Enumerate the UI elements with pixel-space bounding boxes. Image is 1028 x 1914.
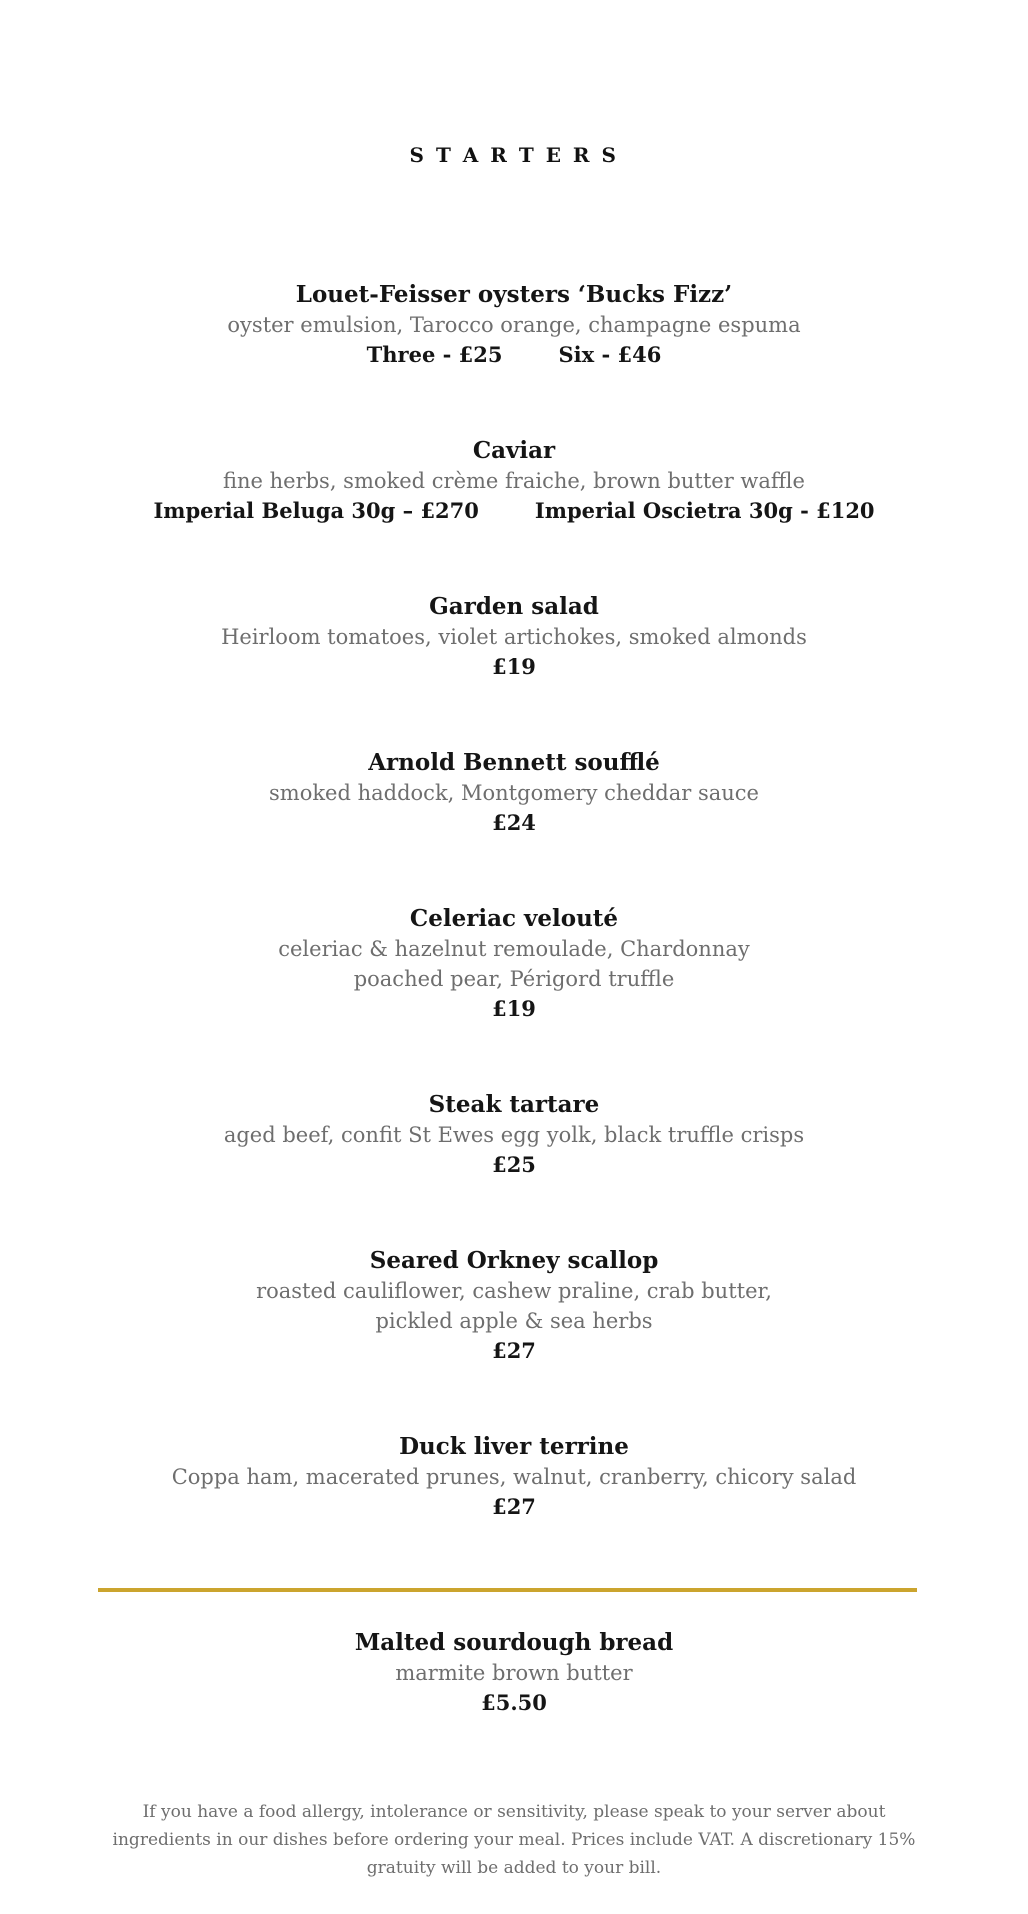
starters-list bbox=[0, 280, 1028, 1718]
dish-price-line bbox=[0, 340, 1028, 370]
dish-description: smoked haddock, Montgomery cheddar sauce bbox=[269, 781, 759, 805]
dish-price-line bbox=[0, 496, 1028, 526]
price-option: £19 bbox=[492, 996, 536, 1021]
section-divider bbox=[98, 1588, 917, 1592]
dish-name: Celeriac velouté bbox=[409, 905, 619, 932]
price-option: Imperial Oscietra 30g - £120 bbox=[534, 498, 875, 523]
dish-description: oyster emulsion, Tarocco orange, champagne espuma bbox=[227, 313, 801, 337]
dish-name: Caviar bbox=[472, 437, 556, 464]
dish-name: Malted sourdough bread bbox=[354, 1629, 674, 1656]
menu-item bbox=[0, 280, 1028, 370]
dish-name: Arnold Bennett soufflé bbox=[368, 749, 660, 776]
dish-price-line bbox=[0, 994, 1028, 1024]
price-option: £24 bbox=[492, 810, 536, 835]
dish-price-line bbox=[0, 652, 1028, 682]
page-title: S T A R T E R S bbox=[409, 143, 619, 167]
menu-item bbox=[0, 436, 1028, 526]
menu-item bbox=[0, 748, 1028, 838]
allergy-notice-line: If you have a food allergy, intolerance or sensitivity, please speak to your server about bbox=[142, 1802, 886, 1822]
price-option: £25 bbox=[492, 1152, 536, 1177]
menu-item bbox=[0, 904, 1028, 1024]
dish-description: Coppa ham, macerated prunes, walnut, cranberry, chicory salad bbox=[171, 1465, 857, 1489]
dish-description: aged beef, confit St Ewes egg yolk, black truffle crisps bbox=[223, 1123, 805, 1147]
dish-name: Duck liver terrine bbox=[399, 1433, 629, 1460]
price-option: £27 bbox=[492, 1494, 536, 1519]
dish-description: celeriac & hazelnut remoulade, Chardonnay bbox=[278, 937, 750, 961]
price-option: Six - £46 bbox=[558, 342, 662, 367]
allergy-notice-line: ingredients in our dishes before ordering your meal. Prices include VAT. A discretionary 15% bbox=[112, 1830, 916, 1850]
allergy-notice bbox=[0, 1798, 1028, 1882]
dish-description: marmite brown butter bbox=[395, 1661, 633, 1685]
dish-price-line bbox=[0, 1492, 1028, 1522]
price-option: £5.50 bbox=[481, 1690, 547, 1715]
price-option: £19 bbox=[492, 654, 536, 679]
dish-price-line bbox=[0, 1336, 1028, 1366]
price-option: Three - £25 bbox=[366, 342, 503, 367]
menu-item bbox=[0, 1432, 1028, 1522]
dish-name: Garden salad bbox=[429, 593, 599, 620]
menu-item bbox=[0, 1090, 1028, 1180]
menu-item bbox=[0, 592, 1028, 682]
allergy-notice-line: gratuity will be added to your bill. bbox=[366, 1858, 662, 1878]
dish-price-line bbox=[0, 1688, 1028, 1718]
menu-item bbox=[0, 1246, 1028, 1366]
dish-description: poached pear, Périgord truffle bbox=[353, 967, 675, 991]
dish-name: Louet-Feisser oysters ‘Bucks Fizz’ bbox=[295, 281, 733, 308]
dish-name: Seared Orkney scallop bbox=[369, 1247, 659, 1274]
dish-description: roasted cauliflower, cashew praline, crab butter, bbox=[256, 1279, 772, 1303]
dish-description: Heirloom tomatoes, violet artichokes, smoked almonds bbox=[221, 625, 807, 649]
price-option: Imperial Beluga 30g – £270 bbox=[153, 498, 479, 523]
dish-price-line bbox=[0, 808, 1028, 838]
dish-description: fine herbs, smoked crème fraiche, brown butter waffle bbox=[222, 469, 805, 493]
price-option: £27 bbox=[492, 1338, 536, 1363]
dish-price-line bbox=[0, 1150, 1028, 1180]
dish-name: Steak tartare bbox=[428, 1091, 600, 1118]
dish-description: pickled apple & sea herbs bbox=[375, 1309, 653, 1333]
menu-item bbox=[0, 1628, 1028, 1718]
